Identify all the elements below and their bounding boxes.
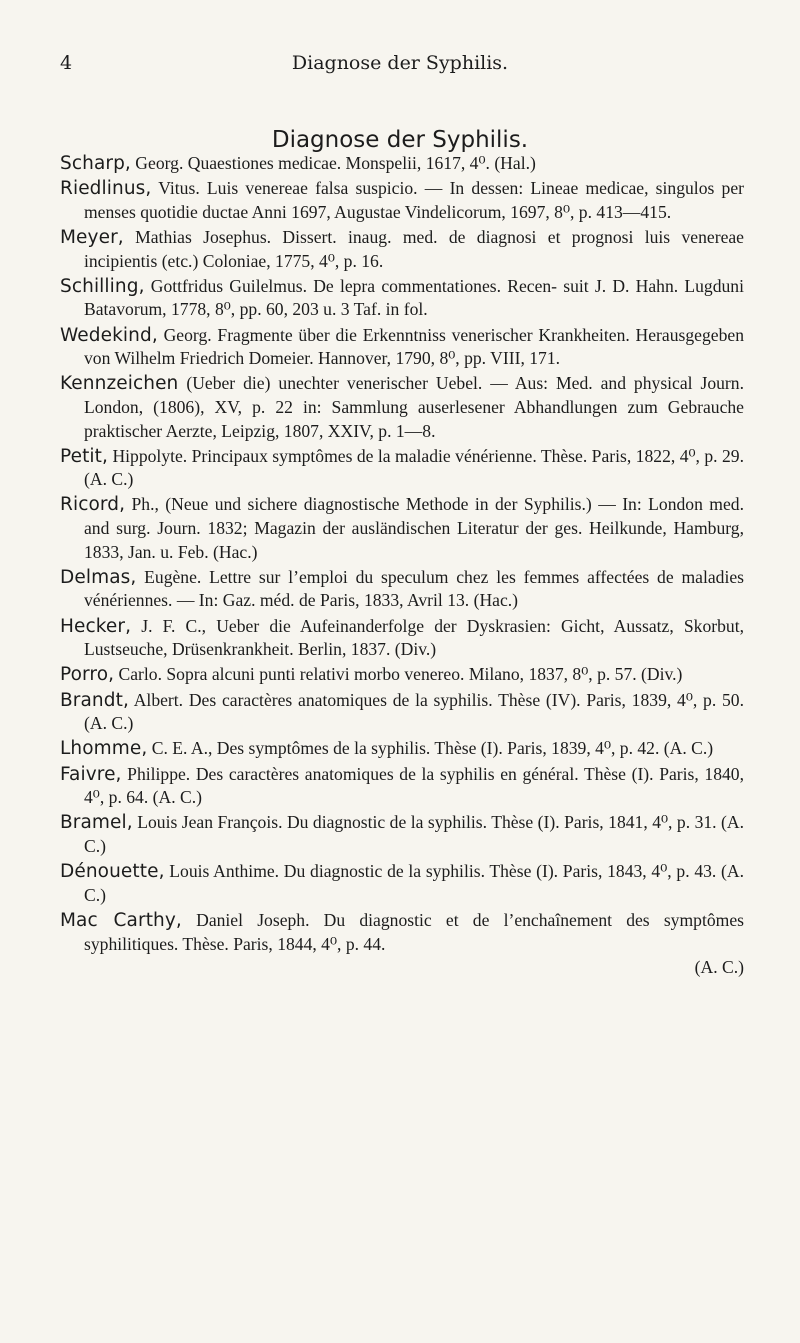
entry-text: Philippe. Des caractères anatomiques de la syphilis en général. Thèse (I). Paris, 1840, 4⁰, p. 64. (A. C.) — [84, 763, 744, 808]
bibliography-entry — [60, 372, 744, 443]
page-number: 4 — [60, 52, 73, 74]
bibliography-entry — [60, 275, 744, 322]
entry-author: Petit, — [60, 445, 109, 467]
entry-text: Louis Jean François. Du diagnostic de la syphilis. Thèse (I). Paris, 1841, 4⁰, p. 31. (A. C.) — [84, 812, 744, 856]
entry-author: Faivre, — [60, 763, 122, 785]
entry-author: Dénouette, — [60, 861, 165, 883]
entry-author: Delmas, — [60, 566, 137, 588]
bibliography-entry — [60, 909, 744, 980]
running-header — [60, 52, 740, 78]
entry-location-tag: (A. C.) — [694, 957, 744, 978]
section-title: Diagnose der Syphilis. — [271, 127, 529, 154]
bibliography-entry — [60, 860, 744, 907]
entry-text: (Ueber die) unechter venerischer Uebel. — Aus: Med. and physical Journ. London, (1806), XV, p. 22 in: Sammlung auserlesener Abhandlungen zum Gebrauche praktischer Aerzte, Leipzig, 1807, XXIV, p. 1—8. — [84, 373, 744, 441]
entry-author: Brandt, — [60, 689, 129, 711]
entry-author: Meyer, — [60, 226, 124, 248]
entry-author: Ricord, — [60, 494, 126, 516]
bibliography-entry — [60, 689, 744, 736]
bibliography-entry — [60, 737, 744, 761]
entry-text: Georg. Quaestiones medicae. Monspelii, 1617, 4⁰. (Hal.) — [130, 153, 536, 173]
entry-text: Louis Anthime. Du diagnostic de la syphilis. Thèse (I). Paris, 1843, 4⁰, p. 43. (A. C.) — [84, 861, 744, 905]
entry-author: Riedlinus, — [60, 178, 152, 200]
entry-text: C. E. A., Des symptômes de la syphilis. Thèse (I). Paris, 1839, 4⁰, p. 42. (A. C.) — [147, 738, 714, 759]
bibliography-entry — [60, 811, 744, 858]
bibliography-entry — [60, 226, 744, 273]
entry-text: Ph., (Neue und sichere diagnostische Methode in der Syphilis.) — In: London med. and surg. Journ. 1832; Magazin der ausländischen Literatur der ges. Heilkunde, Hamburg, 1833, Jan. u. Feb. (Hac.) — [84, 494, 744, 562]
bibliography-entry — [60, 493, 744, 564]
entry-text: J. F. C., Ueber die Aufeinanderfolge der Dyskrasien: Gicht, Aussatz, Skorbut, Lustseuche, Drüsenkrankheit. Berlin, 1837. (Div.) — [84, 615, 744, 660]
entry-author: Mac Carthy, — [60, 909, 182, 931]
entry-text: Daniel Joseph. Du diagnostic et de l’enchaînement des symptômes syphilitiques. Thèse. Paris, 1844, 4⁰, p. 44. — [84, 909, 744, 954]
bibliography-entry — [60, 615, 744, 662]
entry-text: Georg. Fragmente über die Erkenntniss venerischer Krankheiten. Herausgegeben von Wilhelm Friedrich Domeier. Hannover, 1790, 8⁰, pp. VIII, 171. — [84, 324, 744, 369]
entry-text: Mathias Josephus. Dissert. inaug. med. de diagnosi et prognosi luis venereae incipientis (etc.) Coloniae, 1775, 4⁰, p. 16. — [84, 226, 744, 271]
bibliography-entry — [60, 324, 744, 371]
entry-text: Eugène. Lettre sur l’emploi du speculum chez les femmes affectées de maladies vénériennes. — In: Gaz. méd. de Paris, 1833, Avril 13. (Hac.) — [84, 566, 744, 611]
bibliography-list — [60, 152, 744, 981]
bibliography-entry — [60, 566, 744, 613]
entry-author: Hecker, — [60, 615, 132, 637]
bibliography-entry — [60, 445, 744, 492]
entry-author: Wedekind, — [60, 324, 158, 346]
bibliography-entry — [60, 177, 744, 224]
entry-author: Kennzeichen — [60, 373, 179, 395]
entry-text: Gottfridus Guilelmus. De lepra commentationes. Recen- suit J. D. Hahn. Lugduni Batavorum, 1778, 8⁰, pp. 60, 203 u. 3 Taf. in fol. — [84, 275, 744, 320]
entry-author: Porro, — [60, 664, 115, 686]
running-title: Diagnose der Syphilis. — [291, 52, 509, 74]
entry-author: Schilling, — [60, 275, 145, 297]
entry-author: Scharp, — [60, 153, 131, 174]
entry-text: Vitus. Luis venereae falsa suspicio. — In dessen: Lineae medicae, singulos per menses quotidie ductae Anni 1697, Augustae Vindelicorum, 1697, 8⁰, p. 413—415. — [84, 178, 744, 222]
entry-text: Hippolyte. Principaux symptômes de la maladie vénérienne. Thèse. Paris, 1822, 4⁰, p. 29. (A. C.) — [84, 445, 744, 490]
bibliography-entry — [60, 152, 744, 176]
entry-text: Albert. Des caractères anatomiques de la syphilis. Thèse (IV). Paris, 1839, 4⁰, p. 50. (A. C.) — [84, 689, 744, 734]
bibliography-entry — [60, 663, 744, 687]
entry-author: Lhomme, — [60, 738, 148, 760]
bibliography-entry — [60, 763, 744, 810]
entry-author: Bramel, — [60, 812, 133, 834]
entry-text: Carlo. Sopra alcuni punti relativi morbo venereo. Milano, 1837, 8⁰, p. 57. (Div.) — [114, 664, 683, 685]
